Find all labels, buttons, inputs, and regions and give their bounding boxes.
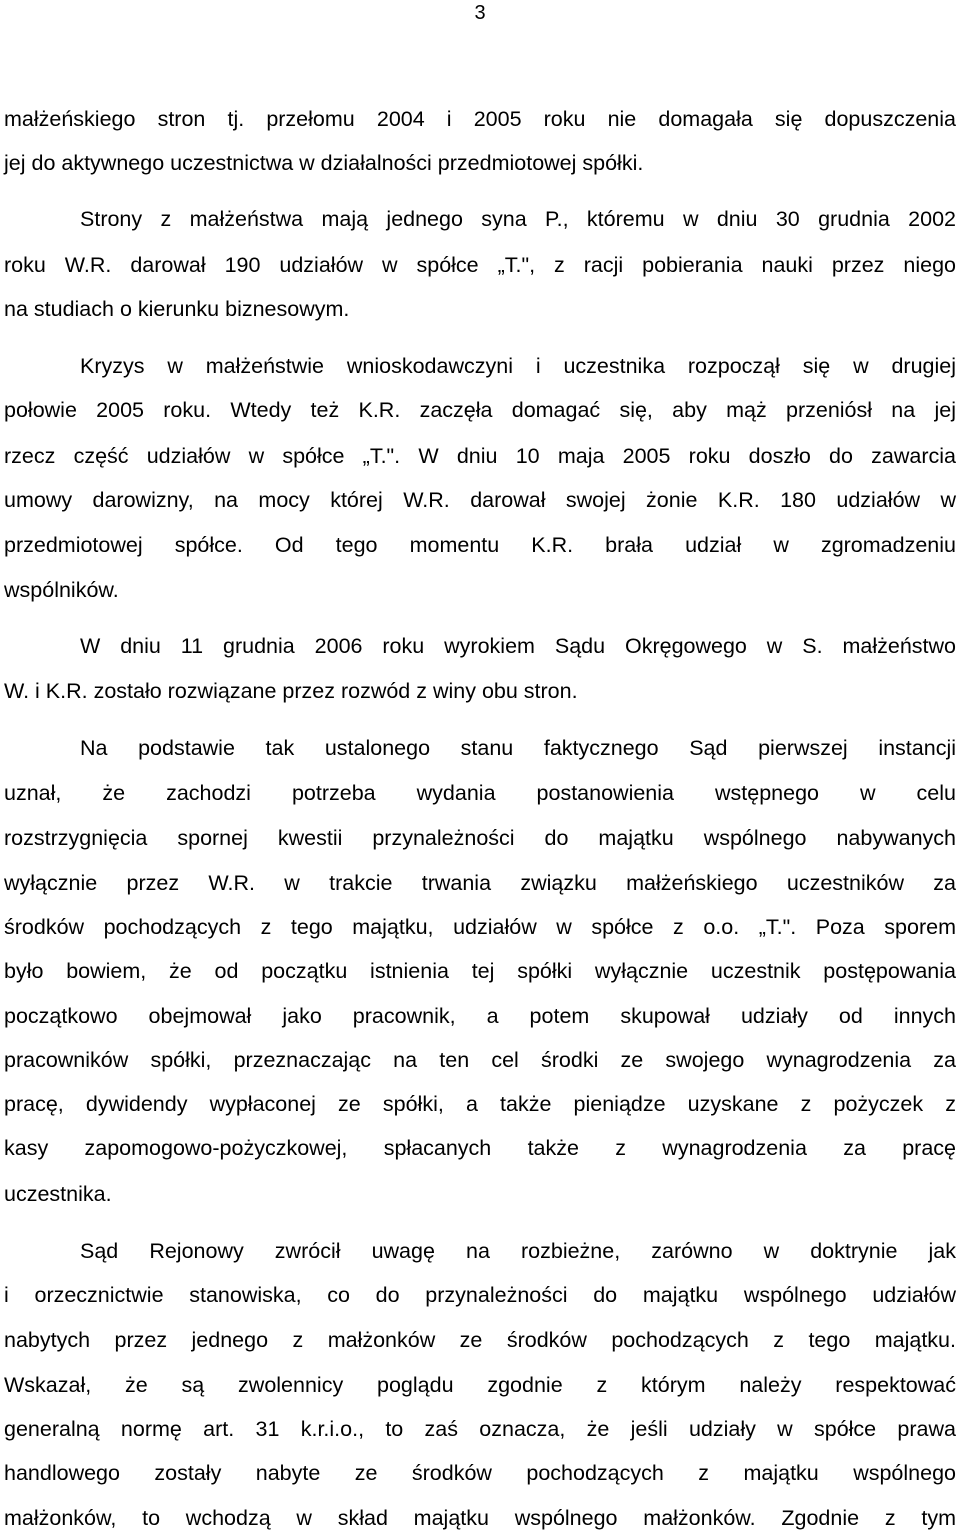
text-line: generalną normę art. 31 k.r.i.o., to zaś oznacza, że jeśli udziały w spółce prawa: [4, 1417, 956, 1441]
page-number: 3: [474, 2, 486, 24]
text-line: pracowników spółki, przeznaczając na ten cel środki ze swojego wynagrodzenia za: [4, 1048, 956, 1072]
text-line: wspólników.: [4, 578, 119, 602]
text-line: roku W.R. darował 190 udziałów w spółce „T.", z racji pobierania nauki przez niego: [4, 253, 956, 277]
text-line: uczestnika.: [4, 1182, 112, 1206]
text-line: małżeńskiego stron tj. przełomu 2004 i 2005 roku nie domagała się dopuszczenia: [4, 107, 956, 131]
text-line: Sąd Rejonowy zwrócił uwagę na rozbieżne, zarówno w doktrynie jak: [80, 1239, 956, 1263]
text-line: połowie 2005 roku. Wtedy też K.R. zaczęła domagać się, aby mąż przeniósł na jej: [4, 398, 956, 422]
text-line: handlowego zostały nabyte ze środków pochodzących z majątku wspólnego: [4, 1461, 956, 1485]
text-line: i orzecznictwie stanowiska, co do przynależności do majątku wspólnego udziałów: [4, 1283, 956, 1307]
text-line: rozstrzygnięcia spornej kwestii przynależności do majątku wspólnego nabywanych: [4, 826, 956, 850]
text-line: nabytych przez jednego z małżonków ze środków pochodzących z tego majątku.: [4, 1328, 956, 1352]
text-line: środków pochodzących z tego majątku, udziałów w spółce z o.o. „T.". Poza sporem: [4, 915, 956, 939]
text-line: było bowiem, że od początku istnienia tej spółki wyłącznie uczestnik postępowania: [4, 959, 956, 983]
text-line: Strony z małżeństwa mają jednego syna P., któremu w dniu 30 grudnia 2002: [80, 207, 956, 231]
text-line: Wskazał, że są zwolennicy poglądu zgodnie z którym należy respektować: [4, 1373, 956, 1397]
text-line: W. i K.R. zostało rozwiązane przez rozwód z winy obu stron.: [4, 679, 578, 703]
text-line: przedmiotowej spółce. Od tego momentu K.R. brała udział w zgromadzeniu: [4, 533, 956, 557]
text-line: początkowo obejmował jako pracownik, a potem skupował udziały od innych: [4, 1004, 956, 1028]
text-line: W dniu 11 grudnia 2006 roku wyrokiem Sądu Okręgowego w S. małżeństwo: [80, 634, 956, 658]
text-line: pracę, dywidendy wypłaconej ze spółki, a także pieniądze uzyskane z pożyczek z: [4, 1092, 956, 1116]
text-line: kasy zapomogowo-pożyczkowej, spłacanych także z wynagrodzenia za pracę: [4, 1136, 956, 1160]
text-line: wyłącznie przez W.R. w trakcie trwania związku małżeńskiego uczestników za: [4, 871, 956, 895]
text-line: jej do aktywnego uczestnictwa w działalności przedmiotowej spółki.: [4, 151, 644, 175]
text-line: uznał, że zachodzi potrzeba wydania postanowienia wstępnego w celu: [4, 781, 956, 805]
text-line: umowy darowizny, na mocy której W.R. darował swojej żonie K.R. 180 udziałów w: [4, 488, 956, 512]
text-line: na studiach o kierunku biznesowym.: [4, 297, 350, 321]
text-line: rzecz część udziałów w spółce „T.". W dniu 10 maja 2005 roku doszło do zawarcia: [4, 444, 956, 468]
text-line: Kryzys w małżeństwie wnioskodawczyni i uczestnika rozpoczął się w drugiej: [80, 354, 956, 378]
text-line: Na podstawie tak ustalonego stanu faktycznego Sąd pierwszej instancji: [80, 736, 956, 760]
text-line: małżonków, to wchodzą w skład majątku wspólnego małżonków. Zgodnie z tym: [4, 1506, 956, 1530]
